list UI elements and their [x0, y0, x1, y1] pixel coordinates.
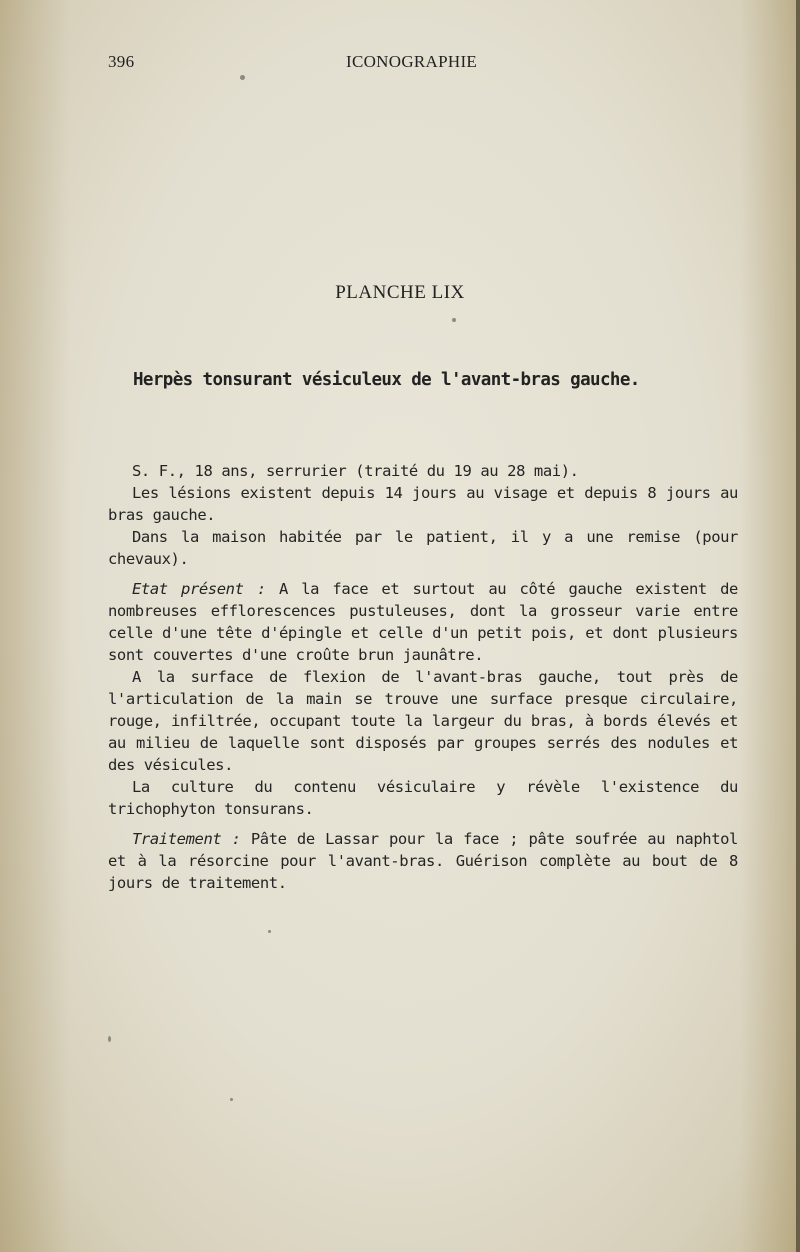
patient-info-paragraph: S. F., 18 ans, serrurier (traité du 19 au 28 mai).: [132, 462, 579, 480]
page-number: 396: [108, 52, 135, 71]
treatment-label: Traitement :: [132, 830, 241, 848]
running-title: ICONOGRAPHIE: [346, 52, 478, 71]
case-description: [108, 460, 738, 894]
paper-speck: [108, 1036, 111, 1042]
paper-speck: [268, 930, 271, 933]
paper-speck: [452, 318, 456, 322]
page-edge-shadow: [796, 0, 800, 1252]
paper-speck: [240, 75, 245, 80]
treatment-text: Pâte de Lassar pour la face ; pâte soufrée au naphtol et à la résorcine pour l'avant-bras. Guérison complète au bout de 8 jours de traitement.: [108, 830, 738, 892]
household-paragraph: Dans la maison habitée par le patient, il y a une remise (pour chevaux).: [108, 528, 738, 568]
present-state-text: A la face et surtout au côté gauche existent de nombreuses efflorescences pustuleuses, dont la grosseur varie entre celle d'une tête d'épingle et celle d'un petit pois, et dont plusieurs sont couvertes d'une croûte brun jaunâtre.: [108, 580, 738, 664]
lesion-duration-paragraph: Les lésions existent depuis 14 jours au visage et depuis 8 jours au bras gauche.: [108, 484, 738, 524]
forearm-lesion-paragraph: A la surface de flexion de l'avant-bras gauche, tout près de l'articulation de la main se trouve une surface presque circulaire, rouge, infiltrée, occupant toute la largeur du bras, à bords élevés et au milieu de laquelle sont disposés par groupes serrés des nodules et des vésicules.: [108, 668, 738, 774]
case-title: Herpès tonsurant vésiculeux de l'avant-bras gauche.: [133, 370, 640, 390]
present-state-label: Etat présent :: [132, 580, 266, 598]
culture-paragraph: La culture du contenu vésiculaire y révèle l'existence du trichophyton tonsurans.: [108, 778, 738, 818]
plate-title: PLANCHE LIX: [335, 282, 465, 303]
treatment-paragraph: [108, 828, 738, 894]
paper-speck: [230, 1098, 233, 1101]
running-header: [108, 52, 738, 74]
present-state-paragraph: [108, 578, 738, 666]
